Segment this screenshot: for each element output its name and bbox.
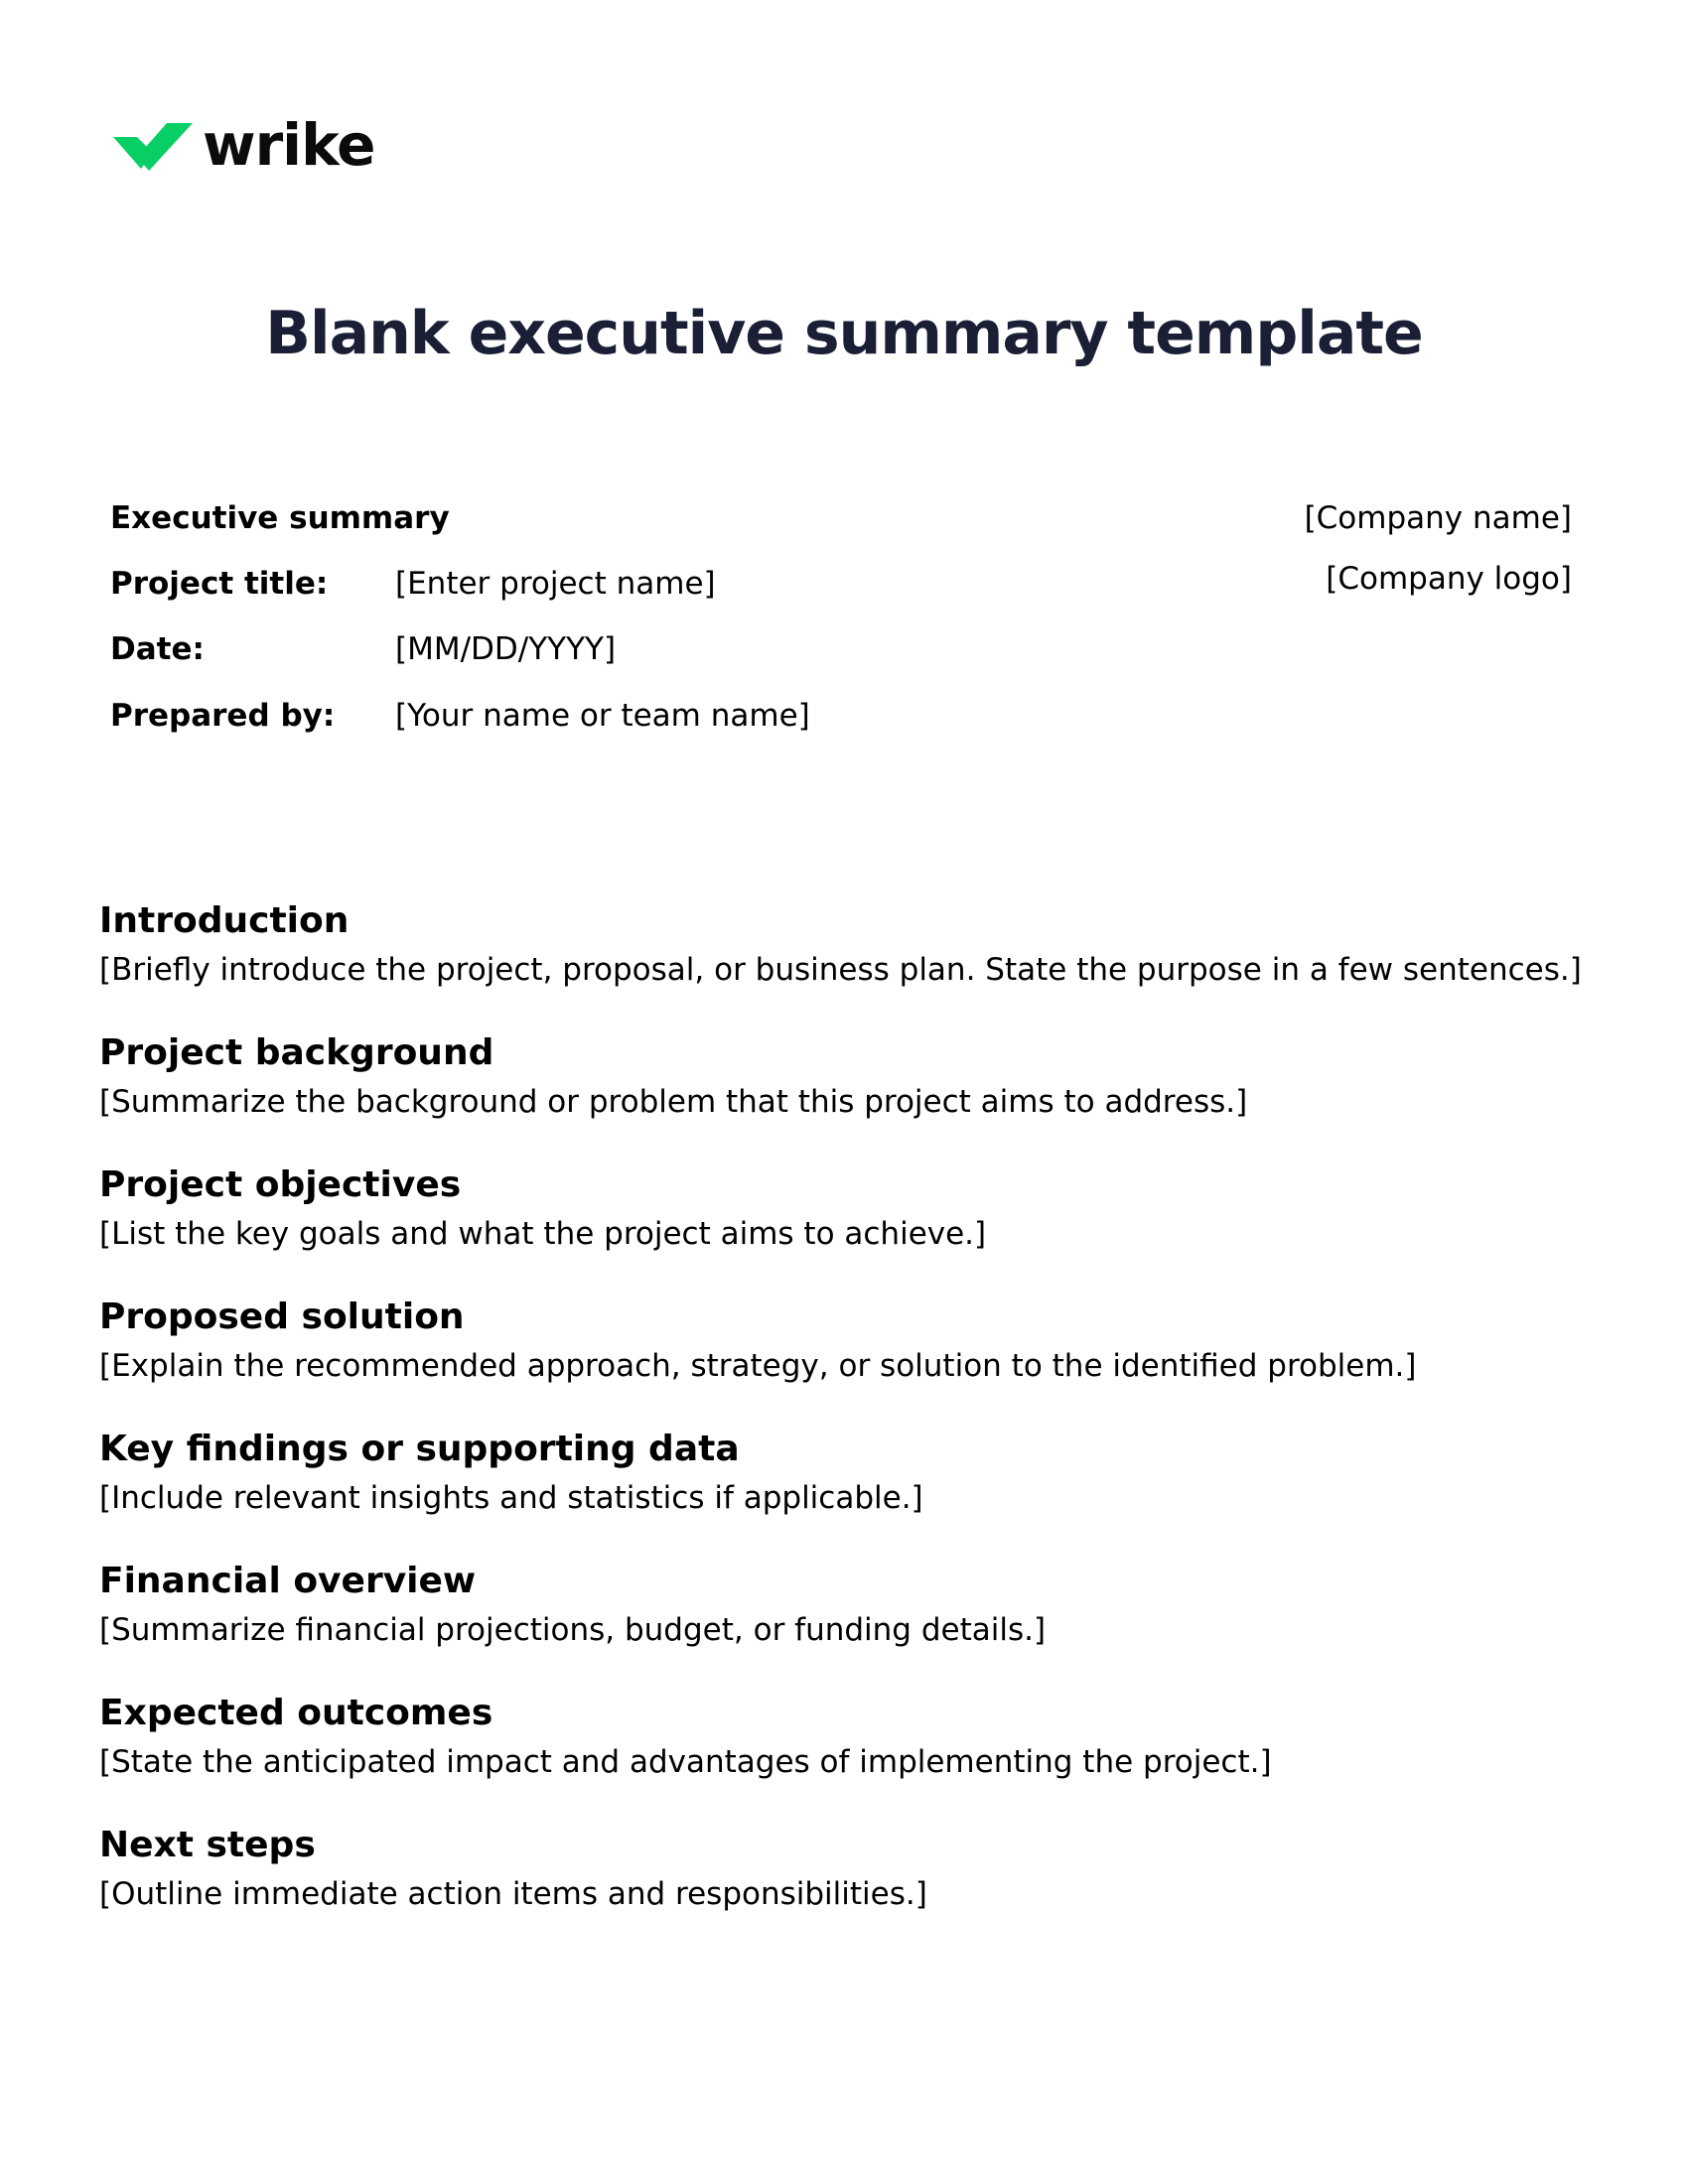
section-body: [Briefly introduce the project, proposal, or business plan. State the purpose in a few sentences.]: [99, 952, 1582, 988]
executive-summary-heading: Executive summary: [110, 500, 450, 536]
company-name-placeholder: [Company name]: [1304, 500, 1572, 536]
project-title-value: [Enter project name]: [395, 566, 716, 602]
wrike-logo: [111, 111, 375, 179]
section-body: [Outline immediate action items and responsibilities.]: [99, 1876, 927, 1912]
section-introduction: [99, 900, 1589, 1035]
summary-sections: [99, 900, 1589, 1960]
section-heading: Financial overview: [99, 1561, 477, 1601]
project-title-label: Project title:: [110, 566, 329, 602]
section-heading: Project objectives: [99, 1164, 462, 1205]
page-title: Blank executive summary template: [265, 299, 1423, 368]
section-body: [Include relevant insights and statistics if applicable.]: [99, 1480, 923, 1516]
section-proposed-solution: [99, 1299, 1589, 1432]
section-body: [Summarize financial projections, budget, or funding details.]: [99, 1612, 1047, 1648]
logo-wordmark: wrike: [203, 111, 375, 179]
section-next-steps: [99, 1825, 1589, 1960]
section-expected-outcomes: [99, 1693, 1589, 1828]
prepared-by-label: Prepared by:: [110, 698, 336, 734]
section-heading: Proposed solution: [99, 1297, 465, 1337]
section-heading: Introduction: [99, 900, 350, 941]
company-logo-placeholder: [Company logo]: [1326, 561, 1572, 597]
section-project-objectives: [99, 1164, 1589, 1299]
section-body: [State the anticipated impact and advantages of implementing the project.]: [99, 1744, 1272, 1780]
section-heading: Next steps: [99, 1825, 316, 1865]
section-body: [Explain the recommended approach, strategy, or solution to the identified problem.]: [99, 1348, 1417, 1384]
checkmark-icon: [111, 119, 195, 175]
date-value: [MM/DD/YYYY]: [395, 631, 617, 667]
section-body: [List the key goals and what the project aims to achieve.]: [99, 1216, 987, 1252]
section-heading: Project background: [99, 1032, 494, 1073]
section-key-findings: [99, 1429, 1589, 1564]
date-label: Date:: [110, 631, 205, 667]
section-heading: Expected outcomes: [99, 1693, 493, 1733]
section-heading: Key findings or supporting data: [99, 1429, 740, 1469]
section-body: [Summarize the background or problem that this project aims to address.]: [99, 1084, 1248, 1120]
section-financial-overview: [99, 1561, 1589, 1696]
prepared-by-value: [Your name or team name]: [395, 698, 810, 734]
section-project-background: [99, 1032, 1589, 1167]
